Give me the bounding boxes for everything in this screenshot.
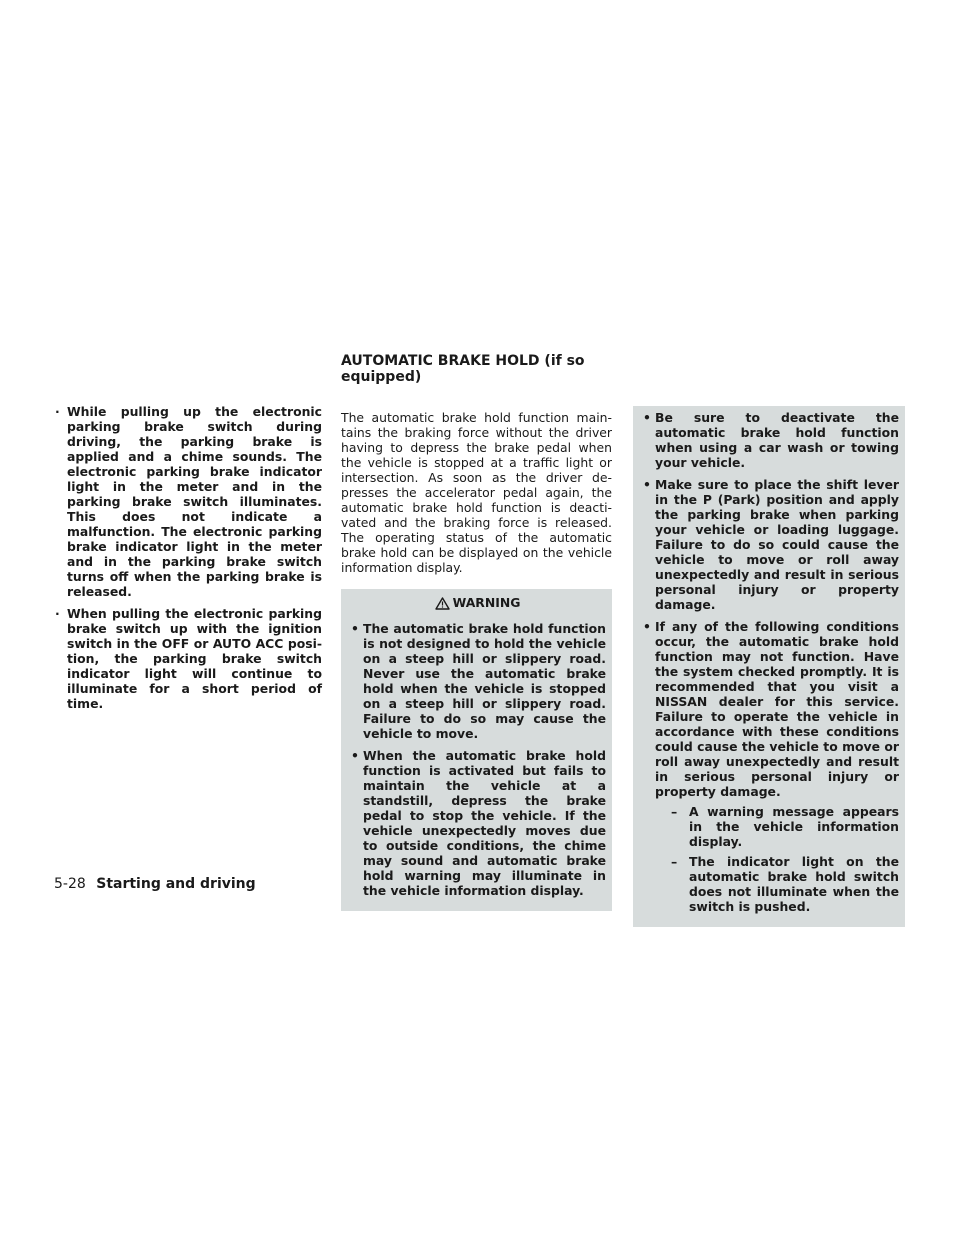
warning-list-continued [641, 410, 899, 914]
condition-sublist [655, 804, 899, 914]
warning-label: WARNING [452, 595, 521, 610]
sub-list-item: – A warning message appears in the vehicle information display. [655, 804, 899, 849]
list-item: • When the automatic brake hold function is activated but fails to maintain the vehicle at a standstill, depress the brake pedal to stop the vehicle. If the vehicle unexpectedly moves due to outside conditions, the chime may sound and automatic brake hold warning may illuminate in the vehicle information display. [349, 748, 606, 898]
sub-list-item: – The indicator light on the automatic brake hold switch does not illuminate when the switch is pushed. [655, 854, 899, 914]
warning-box-continued [633, 406, 905, 927]
footer-section-title: Starting and driving [96, 876, 256, 892]
warning-box [341, 589, 612, 911]
warning-triangle-icon [435, 597, 450, 610]
list-item [641, 619, 899, 914]
page-footer [54, 875, 256, 893]
right-column [633, 406, 905, 927]
section-intro: The automatic brake hold function maintains the braking force without the driver having to depress the brake pedal when the vehicle is stopped at a traffic light or intersection. As soon as the driver depresses the accelerator pedal again, the automatic brake hold function is deactivated and the braking force is released. The operating status of the automatic brake hold can be displayed on the vehicle information display. [341, 410, 612, 575]
list-item: • Be sure to deactivate the automatic brake hold function when using a car wash or towing your vehicle. [641, 410, 899, 470]
parking-brake-notes [54, 404, 322, 711]
list-item: • The automatic brake hold function is not designed to hold the vehicle on a steep hill or slippery road. Never use the automatic brake hold when the vehicle is stopped on a steep hill or slippery road. Failure to do so may cause the vehicle to move. [349, 621, 606, 741]
warning-list [349, 621, 606, 898]
list-item: • Make sure to place the shift lever in the P (Park) position and apply the parking brake when parking your vehicle or loading luggage. Failure to do so could cause the vehicle to move or roll away unexpectedly and result in serious personal injury or property damage. [641, 477, 899, 612]
warning-header [349, 595, 606, 611]
list-item: · While pulling up the electronic parking brake switch during driving, the parking brake is applied and a chime sounds. The electronic parking brake indicator light in the meter and in the parking brake switch illuminates. This does not indicate a malfunction. The electronic parking brake indicator light in the meter and in the parking brake switch turns off when the parking brake is released. [54, 404, 322, 599]
left-column [54, 404, 322, 718]
page-number: 5-28 [54, 876, 86, 892]
middle-column [341, 410, 612, 911]
list-item-text: If any of the following conditions occur, the automatic brake hold function may not function. Have the system checked promptly. It is recommended that you visit a NISSAN dealer for this service. Failure to operate the vehicle in accordance with these conditions could cause the vehicle to move or roll away unexpectedly and result in serious personal injury or property damage. [655, 619, 899, 799]
section-title: AUTOMATIC BRAKE HOLD (if so equipped) [341, 353, 585, 385]
list-item: · When pulling the electronic parking brake switch up with the ignition switch in the OFF or AUTO ACC position, the parking brake switch indicator light will continue to illuminate for a short period of time. [54, 606, 322, 711]
